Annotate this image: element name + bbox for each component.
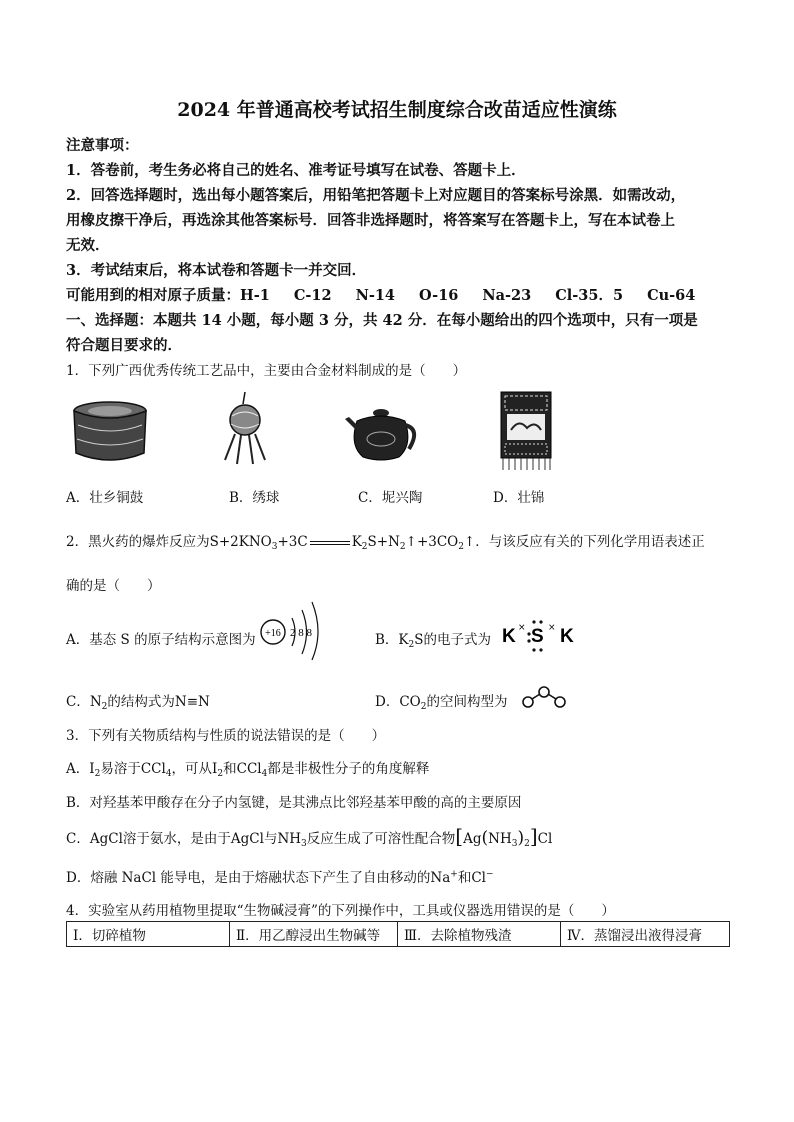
- q3-a-ccl: CCl: [140, 761, 166, 777]
- bronze-drum-icon: [70, 395, 150, 467]
- q3-d-text: D．熔融 NaCl 能导电，是由于熔融状态下产生了自由移动的: [66, 870, 431, 886]
- q2-stem-prefix: 2．黑火药的爆炸反应为: [66, 534, 210, 550]
- mass-o: O-16: [419, 287, 459, 304]
- svg-text:×: ×: [518, 623, 526, 633]
- k2s-electron-formula: [500, 614, 582, 656]
- mass-cl: Cl-35．5: [555, 287, 624, 304]
- mass-n: N-14: [355, 287, 396, 304]
- q3-c-label: C．: [66, 831, 90, 847]
- question-2-stem-line-2: 确的是（ ）: [66, 578, 161, 594]
- q3-c-text-1: 溶于氨水，是由于: [122, 831, 231, 847]
- q3-d-and: 和: [457, 870, 472, 886]
- question-1-option-a: A．壮乡铜鼓: [66, 490, 144, 506]
- question-4-stem: 4．实验室从药用植物里提取“生物碱浸膏”的下列操作中，工具或仪器选用错误的是（ ）: [66, 903, 615, 919]
- q3-c-text-3: 反应生成了可溶性配合物: [306, 831, 456, 847]
- eq-3c: +3C: [277, 534, 308, 550]
- question-2-option-c: [66, 690, 210, 712]
- question-1-option-c: C．坭兴陶: [358, 490, 423, 506]
- q2-b-sub: 2: [408, 640, 415, 650]
- embroidered-ball-icon: [217, 390, 273, 470]
- svg-text:K: K: [560, 626, 574, 647]
- q3-d-cl-sup: −: [486, 869, 494, 880]
- eq-s: S: [209, 534, 219, 550]
- q3-c-agcl: AgCl: [89, 831, 123, 847]
- q2-option-b-label: B．: [375, 632, 399, 648]
- q2-c-text: 的结构式为: [107, 694, 175, 710]
- eq-n-sub: 2: [399, 542, 406, 552]
- complex-nh: NH: [488, 831, 512, 847]
- paren-close: ): [517, 828, 525, 848]
- question-3-stem: 3．下列有关物质结构与性质的说法错误的是（ ）: [66, 728, 386, 744]
- complex-cl: Cl: [537, 831, 553, 847]
- co2-bent-shape-diagram: [520, 684, 568, 710]
- question-3-option-a: [66, 757, 429, 779]
- q2-c-sub: 2: [101, 702, 108, 712]
- table-row: [67, 922, 730, 947]
- section-1-line-2: 符合题目要求的．: [66, 337, 182, 354]
- q3-a-i-2: I: [212, 761, 218, 777]
- q3-a-i-sub-2: 2: [217, 769, 224, 779]
- q3-d-na: Na: [430, 870, 451, 886]
- q2-b-k: K: [398, 632, 409, 648]
- svg-text:S: S: [531, 626, 544, 647]
- q3-a-ccl-sub: 4: [165, 769, 172, 779]
- brocade-icon: [497, 390, 557, 472]
- question-1-stem: 1．下列广西优秀传统工艺品中，主要由合金材料制成的是（ ）: [66, 363, 467, 379]
- q3-a-i: I: [89, 761, 95, 777]
- atomic-masses-label: 可能用到的相对原子质量：: [66, 287, 240, 304]
- q3-a-ccl-sub-2: 4: [261, 769, 268, 779]
- complex-bracket-close: ]: [529, 824, 538, 848]
- note-2-line-2: 用橡皮擦干净后，再选涂其他答案标号．回答非选择题时，将答案写在答题卡上，写在本试卷上: [66, 212, 675, 229]
- eq-s2: S: [367, 534, 377, 550]
- teapot-icon: [343, 405, 423, 465]
- q3-a-text-3: 和: [223, 761, 237, 777]
- exam-title: 2024 年普通高校考试招生制度综合改苗适应性演练: [177, 99, 617, 121]
- nucleus-charge: +16: [265, 628, 281, 639]
- q3-c-nh-sub: 3: [301, 839, 307, 849]
- question-1-option-b: B．绣球: [229, 490, 280, 506]
- complex-count-sub: 2: [524, 839, 530, 849]
- notes-heading: 注意事项：: [66, 137, 139, 154]
- svg-text:K: K: [502, 626, 516, 647]
- question-3-option-c: [66, 824, 552, 849]
- q2-b-s: S: [414, 632, 424, 648]
- electron-shells: 2 8 8: [290, 627, 312, 639]
- complex-ag: Ag: [463, 831, 482, 847]
- q3-d-cl: Cl: [471, 870, 486, 886]
- q3-a-text-4: 都是非极性分子的角度解释: [267, 761, 430, 777]
- eq-n: +N: [376, 534, 400, 550]
- paren-open: (: [481, 828, 489, 848]
- question-4-table: [66, 921, 730, 947]
- q3-a-i-sub: 2: [94, 769, 101, 779]
- q2-option-d-label: D．: [375, 694, 400, 710]
- eq-k: K: [351, 534, 362, 550]
- eq-kno3-sub: 3: [271, 542, 278, 552]
- question-2-option-a: [66, 628, 256, 648]
- atomic-masses-line: [66, 284, 695, 305]
- q2-d-text: 的空间构型为: [426, 694, 508, 710]
- mass-c: C-12: [293, 287, 332, 304]
- eq-co: +3CO: [416, 534, 459, 550]
- n2-structural-formula: N≡N: [174, 694, 210, 710]
- q3-c-agcl-2: AgCl: [230, 831, 264, 847]
- q3-c-nh: NH: [277, 831, 302, 847]
- complex-nh-sub: 3: [511, 839, 518, 849]
- svg-text:×: ×: [548, 623, 556, 633]
- question-3-option-b: B．对羟基苯甲酸存在分子内氢键，是其沸点比邻羟基苯甲酸的高的主要原因: [66, 795, 522, 811]
- table-cell-3: Ⅲ．去除植物残渣: [398, 922, 561, 947]
- question-2-option-b: [375, 628, 491, 650]
- eq-up-arrow: ↑: [405, 534, 417, 550]
- table-cell-1: I．切碎植物: [67, 922, 230, 947]
- eq-kno3: +2KNO: [218, 534, 272, 550]
- q3-d-na-sup: +: [450, 869, 458, 880]
- note-1: 1．答卷前，考生务必将自己的姓名、准考证号填写在试卷、答题卡上．: [66, 162, 526, 179]
- equals-sign: [310, 541, 350, 545]
- q2-b-text: 的电子式为: [423, 632, 491, 648]
- question-1-option-d: D．壮锦: [493, 490, 545, 506]
- q2-stem-suffix: ．与该反应有关的下列化学用语表述正: [475, 534, 705, 550]
- note-2-line-1: 2．回答选择题时，选出每小题答案后，用铅笔把答题卡上对应题目的答案标号涂黑．如需改动，: [66, 187, 686, 204]
- mass-cu: Cu-64: [647, 287, 696, 304]
- q3-c-text-2: 与: [263, 831, 278, 847]
- q2-c-n: N: [89, 694, 102, 710]
- question-2-option-d: [375, 690, 507, 712]
- q3-a-text-2: ，可从: [171, 761, 213, 777]
- table-cell-2: Ⅱ．用乙醇浸出生物碱等: [230, 922, 398, 947]
- q3-a-label: A．: [66, 761, 90, 777]
- table-cell-4: Ⅳ．蒸馏浸出液得浸膏: [561, 922, 730, 947]
- complex-bracket-open: [: [455, 824, 464, 848]
- mass-na: Na-23: [482, 287, 532, 304]
- section-1-line-1: 一、选择题：本题共 14 小题，每小题 3 分，共 42 分．在每小题给出的四个选项中，只有一项是: [66, 312, 698, 329]
- q2-option-a-text: A．基态 S 的原子结构示意图为: [66, 632, 256, 648]
- question-2-stem-line-1: [66, 530, 705, 552]
- q2-d-sub: 2: [420, 702, 427, 712]
- eq-up-arrow-2: ↑: [463, 534, 476, 550]
- note-3: 3．考试结束后，将本试卷和答题卡一并交回．: [66, 262, 367, 279]
- mass-h: H-1: [240, 287, 270, 304]
- eq-co-sub: 2: [458, 542, 464, 552]
- q2-option-c-label: C．: [66, 694, 90, 710]
- question-3-option-d: [66, 866, 494, 886]
- note-2-line-3: 无效．: [66, 237, 110, 254]
- q2-d-co: CO: [399, 694, 421, 710]
- eq-k-sub: 2: [361, 542, 368, 552]
- q3-a-ccl-2: CCl: [236, 761, 262, 777]
- sulfur-atom-diagram: [256, 596, 332, 660]
- q3-a-text-1: 易溶于: [100, 761, 141, 777]
